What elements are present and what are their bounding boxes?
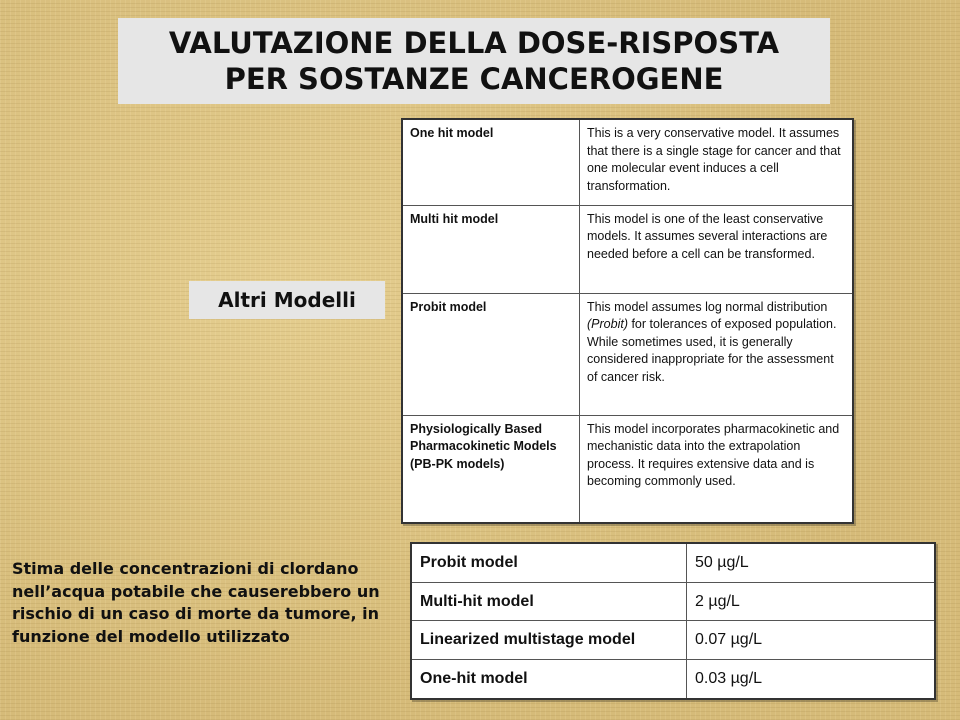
model-name: Multi hit model — [402, 205, 580, 293]
table-row — [402, 293, 853, 415]
conc-value: 50 µg/L — [687, 543, 936, 583]
table-row — [411, 543, 935, 583]
model-description: This model is one of the least conservative models. It assumes several interactions are needed before a cell can be transformed. — [580, 205, 854, 293]
title-line-2: PER SOSTANZE CANCEROGENE — [224, 62, 724, 96]
conc-model-name: Probit model — [411, 543, 687, 583]
models-table — [401, 118, 854, 524]
model-description: This model incorporates pharmacokinetic and mechanistic data into the extrapolation process. It requires extensive data and is becoming commonly used. — [580, 415, 854, 523]
description-part: This model assumes log normal distribution — [587, 299, 828, 314]
conc-value: 2 µg/L — [687, 583, 936, 621]
title-line-1: VALUTAZIONE DELLA DOSE-RISPOSTA — [168, 26, 780, 60]
model-description: This is a very conservative model. It assumes that there is a single stage for cancer and that one molecular event induces a cell transformation. — [580, 119, 854, 205]
conc-model-name: One-hit model — [411, 659, 687, 699]
table-row — [402, 415, 853, 523]
model-name: Physiologically Based Pharmacokinetic Models (PB-PK models) — [402, 415, 580, 523]
description-emphasis: (Probit) — [587, 317, 628, 331]
table-row — [402, 205, 853, 293]
caption-text: Stima delle concentrazioni di clordano nell’acqua potabile che causerebbero un rischio di un caso di morte da tumore, in funzione del modello utilizzato — [12, 559, 380, 646]
table-row — [411, 583, 935, 621]
table-row — [402, 119, 853, 205]
altri-modelli-label: Altri Modelli — [189, 281, 385, 319]
conc-model-name: Linearized multistage model — [411, 621, 687, 659]
slide-title — [118, 18, 830, 104]
conc-model-name: Multi-hit model — [411, 583, 687, 621]
conc-value: 0.07 µg/L — [687, 621, 936, 659]
model-description — [580, 293, 854, 415]
model-name: One hit model — [402, 119, 580, 205]
concentration-table — [410, 542, 936, 700]
conc-value: 0.03 µg/L — [687, 659, 936, 699]
description-part: for tolerances of exposed population. While sometimes used, it is generally considered inappropriate for the assessment of cancer risk. — [587, 317, 837, 384]
table-row — [411, 621, 935, 659]
table-row — [411, 659, 935, 699]
model-name: Probit model — [402, 293, 580, 415]
